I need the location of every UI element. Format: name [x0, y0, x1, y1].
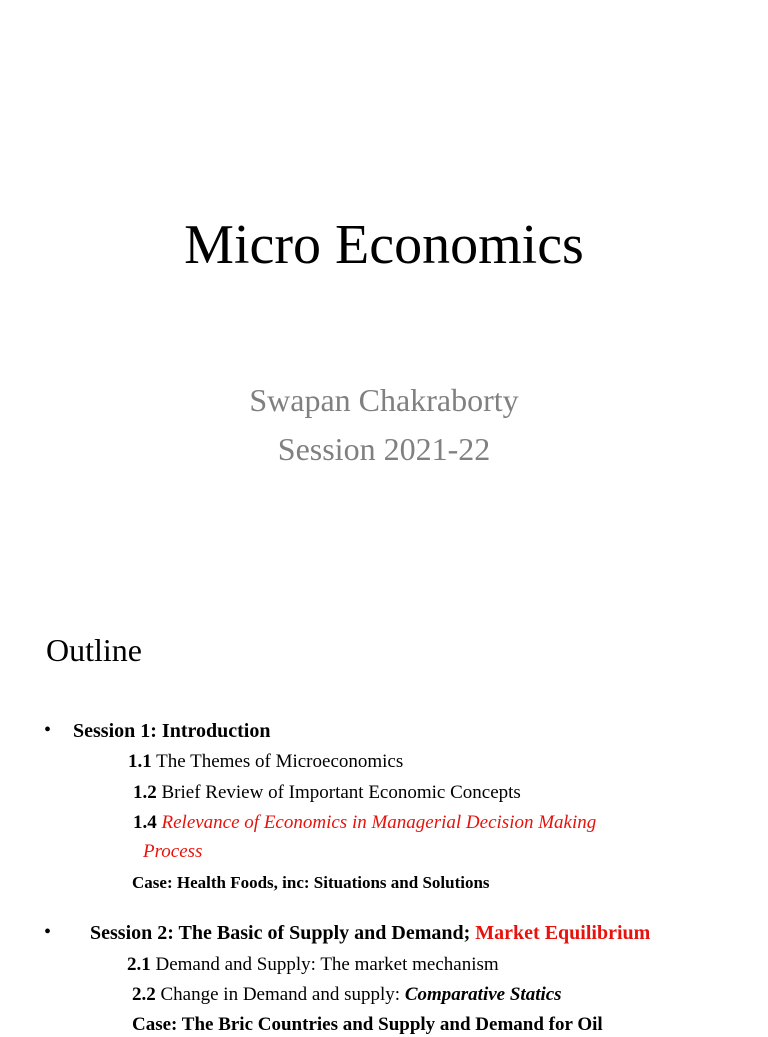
bullet-icon: • — [44, 921, 52, 943]
session-2-label — [90, 921, 650, 945]
item-number: 1.1 — [128, 751, 152, 772]
item-number: 1.4 — [133, 812, 157, 833]
item-number: 2.2 — [132, 984, 156, 1005]
item-text: The Themes of Microeconomics — [151, 751, 404, 772]
author-name: Swapan Chakraborty — [249, 382, 519, 418]
item-text: Change in Demand and supply: — [155, 984, 405, 1005]
bullet-icon: • — [44, 719, 52, 741]
item-text: Demand and Supply: The market mechanism — [150, 954, 499, 975]
session-1-item-3-continued: Process — [143, 841, 203, 862]
session-1-item-2 — [133, 781, 521, 805]
item-text-highlight: Relevance of Economics in Managerial Decision Making — [161, 812, 597, 833]
session-1-item-1 — [128, 750, 403, 774]
session-2-item-1 — [127, 953, 499, 977]
session-1-item-3 — [133, 811, 596, 835]
item-text: Brief Review of Important Economic Concepts — [156, 782, 521, 803]
presentation-title: Micro Economics — [184, 214, 584, 276]
item-number: 2.1 — [127, 954, 151, 975]
session-1-case: Case: Health Foods, inc: Situations and Solutions — [132, 873, 490, 892]
session-2-item-2 — [132, 983, 562, 1007]
session-year: Session 2021-22 — [277, 431, 491, 467]
outline-heading: Outline — [46, 632, 142, 668]
session-1-label: Session 1: Introduction — [73, 720, 271, 742]
session-2-highlight: Market Equilibrium — [475, 922, 651, 944]
session-2-case: Case: The Bric Countries and Supply and Demand for Oil — [132, 1014, 603, 1035]
outline-slide — [0, 576, 768, 1035]
item-emphasis: Comparative Statics — [404, 984, 562, 1005]
item-number: 1.2 — [133, 782, 157, 803]
session-2-title: Session 2: The Basic of Supply and Demand; — [90, 922, 471, 944]
